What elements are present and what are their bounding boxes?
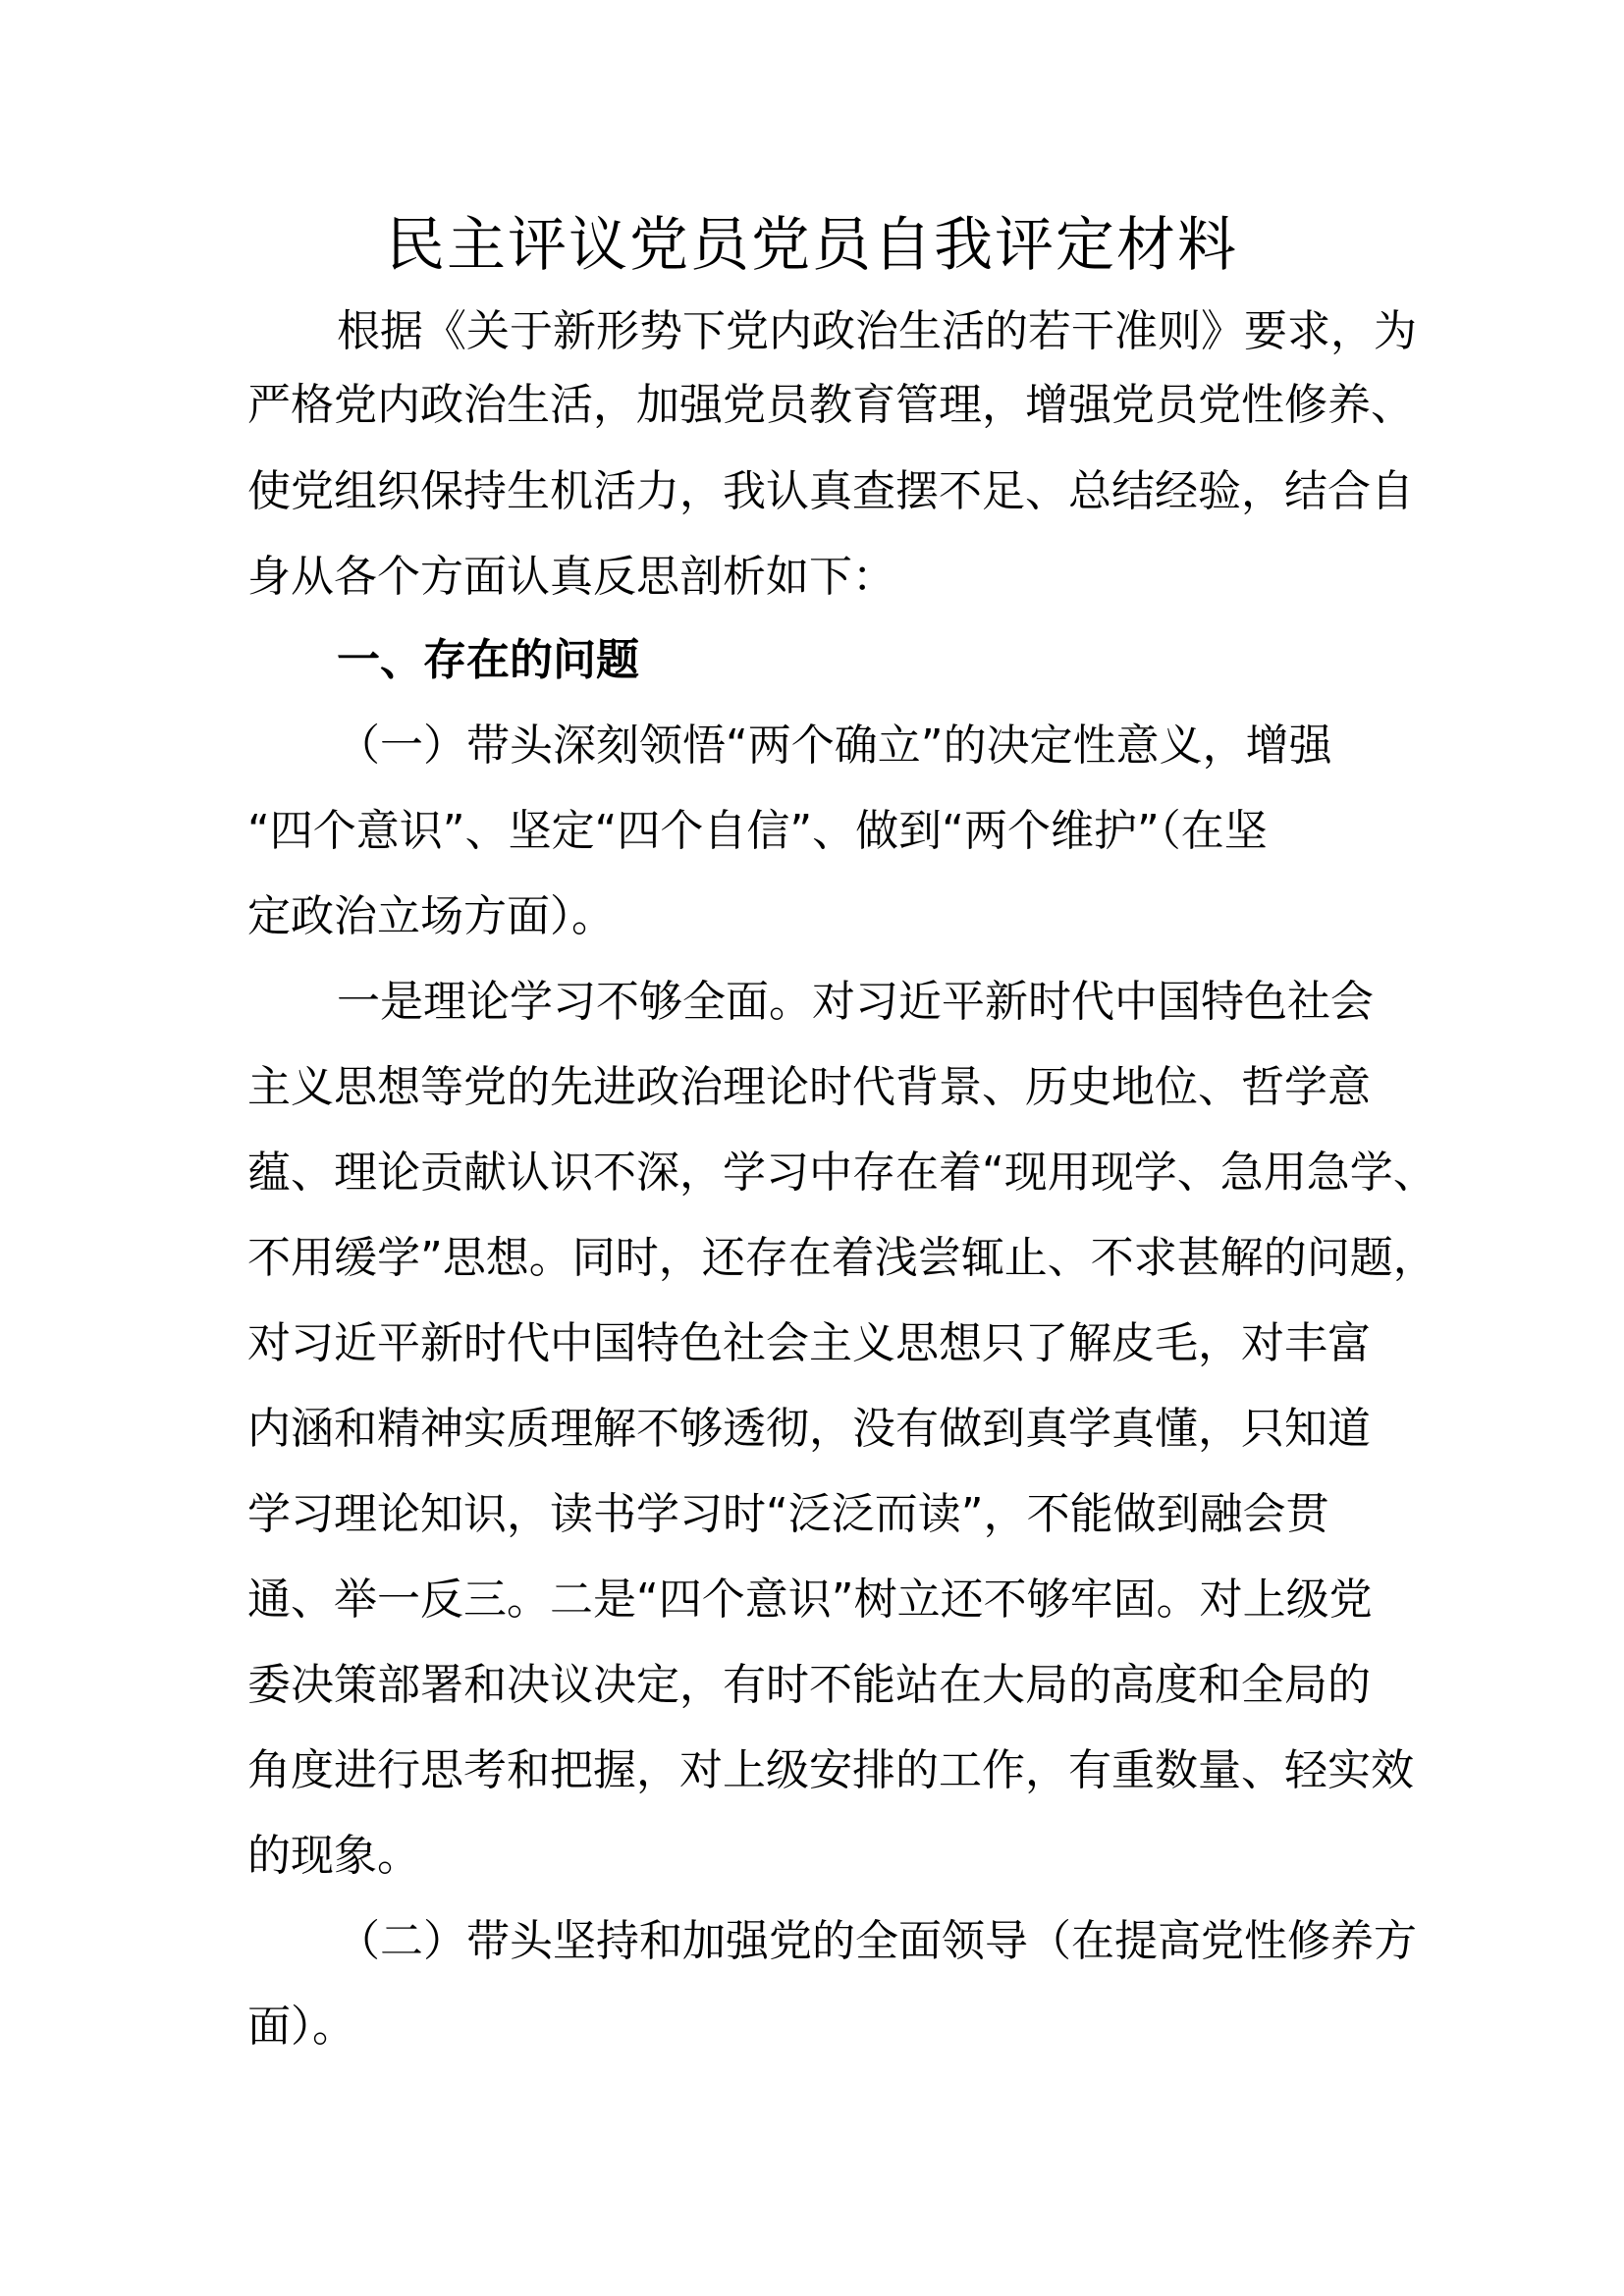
subsection-1-line-3: 定政治立场方面）。 bbox=[247, 891, 615, 941]
body-paragraph-line-10: 角度进行思考和把握，对上级安排的工作，有重数量、轻实效 bbox=[247, 1745, 1414, 1795]
body-paragraph-line-3: 蕴、理论贡献认识不深，学习中存在着“现用现学、急用急学、 bbox=[247, 1148, 1436, 1198]
body-paragraph-line-8: 通、举一反三。二是“四个意识”树立还不够牢固。对上级党 bbox=[247, 1575, 1373, 1625]
paragraph-intro-line-1: 根据《关于新形势下党内政治生活的若干准则》要求，为 bbox=[337, 306, 1417, 356]
body-paragraph-line-5: 对习近平新时代中国特色社会主义思想只了解皮毛，对丰富 bbox=[247, 1318, 1371, 1368]
body-paragraph-line-2: 主义思想等党的先进政治理论时代背景、历史地位、哲学意 bbox=[247, 1062, 1371, 1112]
body-paragraph-line-1: 一是理论学习不够全面。对习近平新时代中国特色社会 bbox=[337, 977, 1374, 1027]
body-paragraph-line-9: 委决策部署和决议决定，有时不能站在大局的高度和全局的 bbox=[247, 1660, 1371, 1710]
body-paragraph-line-6: 内涵和精神实质理解不够透彻，没有做到真学真懂，只知道 bbox=[247, 1404, 1371, 1454]
body-paragraph-line-4: 不用缓学”思想。同时，还存在着浅尝辄止、不求甚解的问题， bbox=[247, 1233, 1436, 1283]
section-heading: 一、存在的问题 bbox=[337, 635, 639, 685]
paragraph-intro-line-2: 严格党内政治生活，加强党员教育管理，增强党员党性修养、 bbox=[247, 380, 1414, 430]
subsection-1-line-2: “四个意识”、坚定“四个自信”、做到“两个维护”（在坚 bbox=[247, 806, 1268, 856]
document-title: 民主评议党员党员自我评定材料 bbox=[386, 211, 1238, 280]
body-paragraph-line-7: 学习理论知识，读书学习时“泛泛而读”，不能做到融会贯 bbox=[247, 1489, 1329, 1539]
subsection-2-line-1: （二）带头坚持和加强党的全面领导（在提高党性修养方 bbox=[337, 1916, 1417, 1966]
paragraph-intro-line-4: 身从各个方面认真反思剖析如下： bbox=[247, 552, 895, 602]
subsection-1-line-1: （一）带头深刻领悟“两个确立”的决定性意义，增强 bbox=[337, 721, 1332, 771]
paragraph-intro-line-3: 使党组织保持生机活力，我认真查摆不足、总结经验，结合自 bbox=[247, 466, 1414, 516]
subsection-2-line-2: 面）。 bbox=[247, 2002, 355, 2052]
body-paragraph-line-11: 的现象。 bbox=[247, 1831, 420, 1881]
